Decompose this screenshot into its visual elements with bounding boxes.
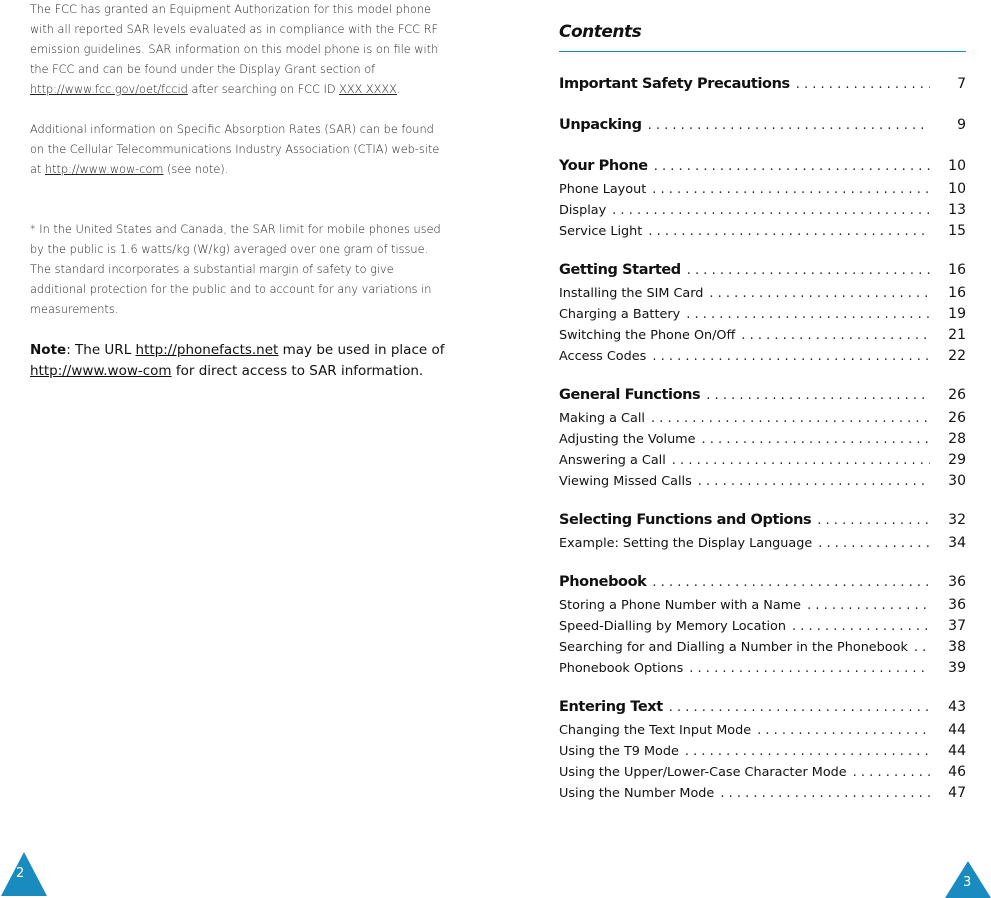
toc-entry-page: 26 (948, 410, 966, 426)
dot-leader (796, 77, 930, 92)
toc-entry-title: Display (559, 203, 607, 218)
fcc-paragraph (30, 0, 450, 100)
phonefacts-link[interactable]: http://phonefacts.net (135, 342, 279, 358)
toc-section (559, 262, 966, 369)
toc-entry-page: 39 (948, 660, 966, 676)
dot-leader (652, 349, 930, 364)
toc-chapter-title: Selecting Functions and Options (559, 512, 812, 528)
toc-chapter[interactable] (559, 117, 966, 140)
toc-entry-page: 28 (948, 431, 966, 447)
toc-entry[interactable] (559, 410, 966, 431)
toc-entry-page: 38 (948, 639, 966, 655)
toc-entry-page: 10 (948, 181, 966, 197)
dot-leader (669, 700, 930, 715)
dot-leader (914, 640, 930, 655)
toc-entry-title: Phone Layout (559, 182, 647, 197)
fcc-id: XXX XXXX (339, 83, 397, 96)
fcc-link[interactable]: http://www.fcc.gov/oet/fccid (30, 83, 188, 96)
toc-entry-title: Charging a Battery (559, 307, 681, 322)
dot-leader (853, 765, 930, 780)
note-text-2: may be used in place of (278, 342, 445, 358)
toc-chapter-title: Your Phone (559, 158, 648, 174)
toc-entry-title: Answering a Call (559, 453, 666, 468)
toc-chapter[interactable] (559, 262, 966, 285)
toc-entry[interactable] (559, 473, 966, 494)
toc-chapter-page: 26 (948, 387, 966, 403)
toc-chapter[interactable] (559, 699, 966, 722)
toc-entry-title: Using the Number Mode (559, 786, 715, 801)
dot-leader (807, 598, 930, 613)
ctia-link[interactable]: http://www.wow-com (44, 163, 164, 176)
ctia-text-1: Additional information on Specific Absorption Rates (SAR) can be found on the Cellular Telecommunications Industry Association (CTIA) web-site at (30, 123, 440, 176)
toc-entry-title: Changing the Text Input Mode (559, 723, 752, 738)
dot-leader (687, 263, 930, 278)
contents-title: Contents (559, 22, 642, 42)
toc-entry[interactable] (559, 597, 966, 618)
toc-entry[interactable] (559, 722, 966, 743)
toc-entry[interactable] (559, 764, 966, 785)
note-text-3: for direct access to SAR information. (171, 363, 424, 379)
toc-section (559, 387, 966, 494)
toc-entry-page: 44 (948, 722, 966, 738)
dot-leader (652, 575, 930, 590)
toc-entry-page: 37 (948, 618, 966, 634)
wow-com-link[interactable]: http://www.wow-com (30, 363, 172, 379)
page-number-right (944, 860, 991, 898)
toc-section (559, 76, 966, 99)
toc-chapter-title: Getting Started (559, 262, 681, 278)
toc-entry[interactable] (559, 660, 966, 681)
toc-chapter-page: 9 (957, 117, 966, 133)
toc-chapter-title: Important Safety Precautions (559, 76, 790, 92)
toc-chapter-title: Unpacking (559, 117, 642, 133)
toc-entry-title: Storing a Phone Number with a Name (559, 598, 802, 613)
left-page (30, 0, 450, 382)
toc-entry[interactable] (559, 452, 966, 473)
dot-leader (792, 619, 930, 634)
dot-leader (757, 723, 930, 738)
toc-entry[interactable] (559, 535, 966, 556)
dot-leader (818, 536, 930, 551)
dot-leader (686, 307, 930, 322)
toc-chapter[interactable] (559, 158, 966, 181)
toc-entry-page: 22 (948, 348, 966, 364)
toc-entry-title: Phonebook Options (559, 661, 684, 676)
ctia-text-2: (see note). (163, 163, 229, 176)
toc-section (559, 512, 966, 556)
toc-entry-title: Using the Upper/Lower-Case Character Mode (559, 765, 847, 780)
toc-chapter[interactable] (559, 574, 966, 597)
toc-entry-page: 30 (948, 473, 966, 489)
toc-entry-page: 19 (948, 306, 966, 322)
toc-chapter-page: 36 (948, 574, 966, 590)
toc-entry-page: 16 (948, 285, 966, 301)
toc-entry-title: Service Light (559, 224, 643, 239)
toc-entry[interactable] (559, 785, 966, 806)
dot-leader (651, 411, 930, 426)
fcc-text-2: after searching on FCC ID (187, 83, 340, 96)
toc-entry-title: Making a Call (559, 411, 645, 426)
toc-chapter[interactable] (559, 512, 966, 535)
dot-leader (612, 203, 930, 218)
page-number-left (0, 850, 48, 898)
toc-entry-title: Viewing Missed Calls (559, 474, 692, 489)
toc-entry-title: Access Codes (559, 349, 647, 364)
toc-entry-page: 47 (948, 785, 966, 801)
toc-entry[interactable] (559, 306, 966, 327)
toc-entry[interactable] (559, 223, 966, 244)
toc-chapter-page: 16 (948, 262, 966, 278)
toc-entry[interactable] (559, 327, 966, 348)
toc-entry[interactable] (559, 285, 966, 306)
dot-leader (689, 661, 930, 676)
dot-leader (741, 328, 930, 343)
sar-footnote: * In the United States and Canada, the SAR limit for mobile phones used by the public is 1.6 watts/kg (W/kg) averaged over one gram of tissue. The standard incorporates a substantial margin of safety to give additional protection for the public and to account for any variations in measurements. (30, 223, 441, 316)
dot-leader (709, 286, 930, 301)
toc-entry[interactable] (559, 743, 966, 764)
toc-entry-title: Using the T9 Mode (559, 744, 679, 759)
toc-entry-page: 34 (948, 535, 966, 551)
dot-leader (652, 182, 930, 197)
fcc-text-1: The FCC has granted an Equipment Authorization for this model phone with all reported SAR levels evaluated as in compliance with the FCC RF emission guidelines. SAR information on this model phone is on file with the FCC and can be found under the Display Grant section of (30, 3, 439, 76)
toc-chapter-page: 43 (948, 699, 966, 715)
toc-entry-title: Adjusting the Volume (559, 432, 696, 447)
toc-entry-title: Speed-Dialling by Memory Location (559, 619, 786, 634)
dot-leader (720, 786, 930, 801)
toc-entry[interactable] (559, 431, 966, 452)
toc-entry-page: 21 (948, 327, 966, 343)
toc-entry-page: 15 (948, 223, 966, 239)
toc-entry[interactable] (559, 181, 966, 202)
toc-chapter-title: Phonebook (559, 574, 647, 590)
toc-entry-page: 29 (948, 452, 966, 468)
page-number-right-value: 3 (963, 875, 972, 890)
toc-entry[interactable] (559, 639, 966, 660)
dot-leader (685, 744, 930, 759)
toc-section (559, 574, 966, 681)
dot-leader (654, 159, 930, 174)
toc-chapter[interactable] (559, 76, 966, 99)
dot-leader (698, 474, 930, 489)
toc-entry-page: 13 (948, 202, 966, 218)
toc-entry-title: Searching for and Dialling a Number in the Phonebook (559, 640, 908, 655)
toc-entry[interactable] (559, 618, 966, 639)
toc-chapter-title: Entering Text (559, 699, 663, 715)
page-number-left-value: 2 (16, 866, 25, 881)
sar-note (30, 340, 450, 382)
toc-entry[interactable] (559, 202, 966, 223)
contents-divider (559, 51, 966, 52)
toc-entry[interactable] (559, 348, 966, 369)
dot-leader (648, 118, 930, 133)
toc-entry-title: Example: Setting the Display Language (559, 536, 813, 551)
dot-leader (672, 453, 930, 468)
toc-chapter-page: 10 (948, 158, 966, 174)
toc-entry-page: 36 (948, 597, 966, 613)
toc-section (559, 699, 966, 806)
table-of-contents (559, 76, 966, 824)
toc-entry-title: Switching the Phone On/Off (559, 328, 736, 343)
toc-entry-title: Installing the SIM Card (559, 286, 704, 301)
dot-leader (648, 224, 930, 239)
fcc-text-3: . (396, 83, 401, 96)
note-text-1: : The URL (66, 342, 136, 358)
toc-entry-page: 46 (948, 764, 966, 780)
toc-chapter-title: General Functions (559, 387, 701, 403)
ctia-paragraph (30, 120, 450, 180)
toc-chapter-page: 7 (957, 76, 966, 92)
toc-section (559, 158, 966, 244)
toc-chapter[interactable] (559, 387, 966, 410)
toc-section (559, 117, 966, 140)
note-label: Note (30, 342, 67, 358)
dot-leader (817, 513, 930, 528)
toc-entry-page: 44 (948, 743, 966, 759)
dot-leader (702, 432, 930, 447)
toc-chapter-page: 32 (948, 512, 966, 528)
dot-leader (706, 388, 930, 403)
